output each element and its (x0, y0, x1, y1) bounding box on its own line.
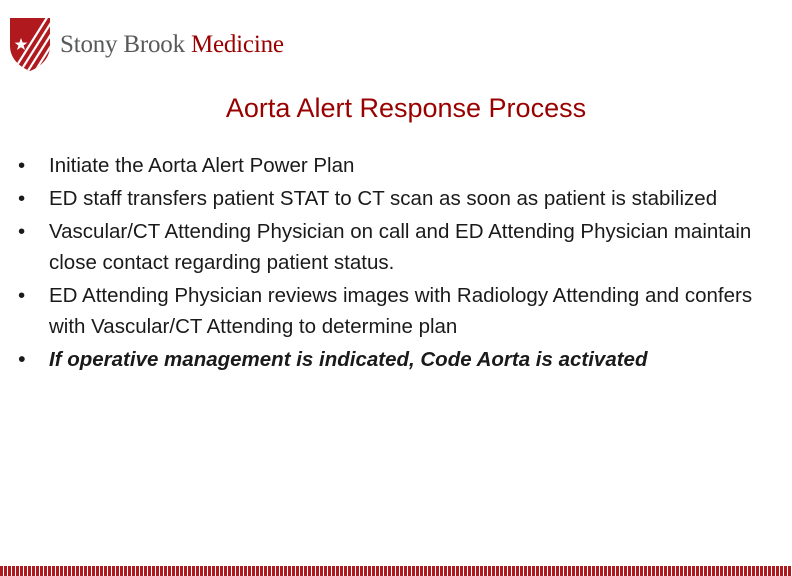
list-item (16, 150, 776, 181)
bullet-text: ED Attending Physician reviews images with Radiology Attending and confers with Vascular/CT Attending to determine plan (49, 284, 753, 338)
bullet-text: Initiate the Aorta Alert Power Plan (49, 154, 355, 177)
bullet-text: ED staff transfers patient STAT to CT scan as soon as patient is stabilized (49, 187, 718, 210)
brand-name-secondary: Medicine (190, 30, 284, 58)
list-item (16, 344, 776, 375)
bullet-icon: • (18, 220, 26, 243)
bullet-icon: • (18, 154, 26, 177)
list-item (16, 183, 776, 214)
bullet-icon: • (18, 284, 26, 307)
list-item (16, 216, 776, 278)
shield-stripes-icon (8, 16, 52, 72)
bullet-icon: • (18, 348, 26, 371)
bullet-icon: • (18, 187, 26, 210)
bullet-text: Vascular/CT Attending Physician on call and ED Attending Physician maintain close contact regarding patient status. (49, 220, 752, 274)
slide-title: Aorta Alert Response Process (225, 93, 587, 123)
bullet-text: If operative management is indicated, Code Aorta is activated (49, 348, 648, 371)
stony-brook-logo (8, 16, 284, 72)
bullet-list (16, 150, 776, 377)
brand-name-primary: Stony Brook (60, 30, 191, 58)
list-item (16, 280, 776, 342)
footer-stripe (0, 566, 792, 576)
brand-name (60, 32, 284, 57)
